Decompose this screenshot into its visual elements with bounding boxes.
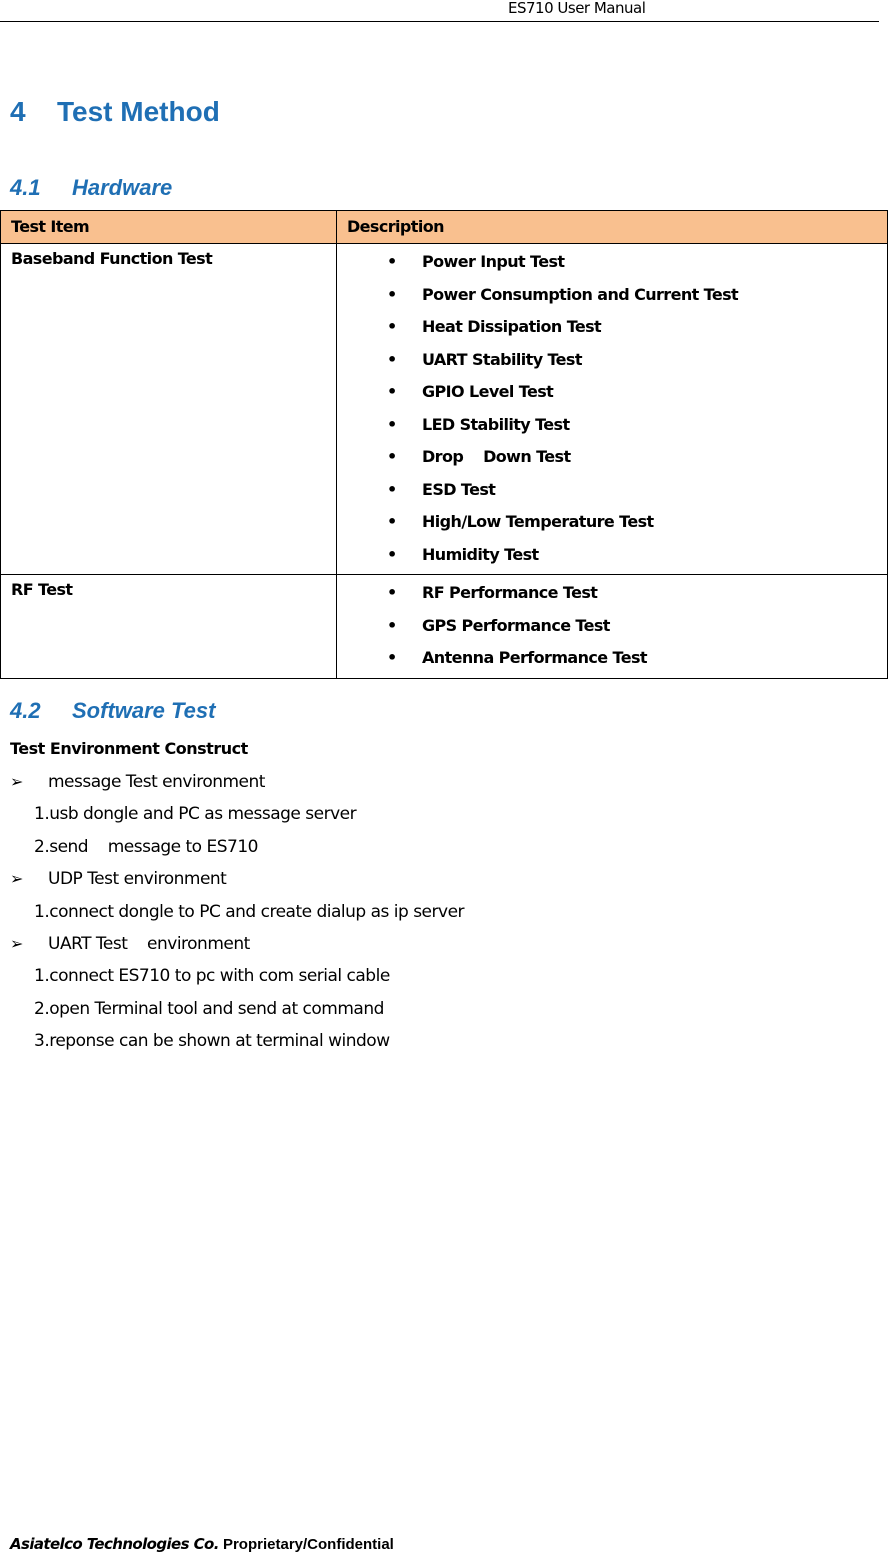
header-description: Description <box>337 211 888 244</box>
list-item <box>347 379 877 412</box>
test-name: Heat Dissipation Test <box>422 317 602 336</box>
list-item <box>347 314 877 347</box>
software-heading <box>10 698 215 724</box>
bullet-icon: • <box>387 382 397 401</box>
environment-item <box>10 930 464 962</box>
section-title: Test Method <box>57 96 220 127</box>
environment-step: 2.send message to ES710 <box>34 836 258 857</box>
header-test-item: Test Item <box>1 211 337 244</box>
bullet-icon: • <box>387 544 397 564</box>
software-title: Software Test <box>72 698 216 723</box>
table-header-row <box>1 211 888 244</box>
footer-note: Proprietary/Confidential <box>218 1536 394 1553</box>
environment-step: 1.connect ES710 to pc with com serial cable <box>34 966 390 987</box>
environment-step: 3.reponse can be shown at terminal window <box>34 1031 390 1052</box>
list-item <box>347 444 877 477</box>
list-item <box>347 477 877 510</box>
software-test-content <box>10 736 464 1060</box>
bullet-icon: • <box>387 284 397 304</box>
list-item <box>347 412 877 445</box>
bullet-icon: • <box>387 615 397 635</box>
bullet-icon: • <box>387 479 397 499</box>
arrow-bullet-icon: ➢ <box>10 869 23 889</box>
list-item <box>347 249 877 282</box>
arrow-bullet-icon: ➢ <box>10 772 23 791</box>
bullet-icon: • <box>387 317 397 336</box>
section-number: 4 <box>10 96 26 127</box>
test-name: Antenna Performance Test <box>422 648 647 667</box>
rf-test-list <box>347 580 877 678</box>
hardware-test-table <box>0 210 888 679</box>
test-name: Humidity Test <box>422 544 539 564</box>
list-item <box>347 509 877 542</box>
table-row <box>1 244 888 575</box>
environment-item <box>10 865 464 897</box>
list-item <box>347 282 877 315</box>
construct-title: Test Environment Construct <box>10 739 248 758</box>
list-item <box>347 542 877 575</box>
environment-step: 1.connect dongle to PC and create dialup as ip server <box>34 901 465 922</box>
bullet-icon: • <box>387 414 397 434</box>
environment-item <box>10 768 464 800</box>
software-number: 4.2 <box>10 698 41 723</box>
test-name: LED Stability Test <box>422 414 570 434</box>
arrow-bullet-icon: ➢ <box>10 933 23 953</box>
list-item <box>347 580 877 613</box>
bullet-icon: • <box>387 583 397 602</box>
header-title: ES710 User Manual <box>508 0 646 17</box>
row-baseband-description <box>337 244 888 575</box>
bullet-icon: • <box>387 512 397 531</box>
environment-name: UDP Test environment <box>48 869 227 890</box>
page-footer <box>10 1535 394 1553</box>
environment-name: message Test environment <box>48 772 265 792</box>
hardware-heading <box>10 175 172 201</box>
list-item <box>347 613 877 646</box>
section-heading <box>10 96 220 128</box>
test-name: UART Stability Test <box>422 349 582 369</box>
test-name: RF Performance Test <box>422 583 598 602</box>
test-name: High/Low Temperature Test <box>422 512 654 531</box>
table-row <box>1 575 888 679</box>
environment-step: 1.usb dongle and PC as message server <box>34 804 357 825</box>
list-item <box>347 347 877 380</box>
bullet-icon: • <box>387 648 397 667</box>
footer-company: Asiatelco Technologies Co. <box>10 1535 219 1553</box>
hardware-title: Hardware <box>72 175 173 200</box>
row-rf-item: RF Test <box>1 575 337 679</box>
page-header <box>0 0 879 22</box>
row-rf-description <box>337 575 888 679</box>
test-name: Power Consumption and Current Test <box>422 284 739 304</box>
test-name: GPIO Level Test <box>422 382 554 401</box>
bullet-icon: • <box>387 447 397 466</box>
bullet-icon: • <box>387 349 397 369</box>
baseband-test-list <box>347 249 877 574</box>
environment-name: UART Test environment <box>48 933 250 954</box>
environment-step: 2.open Terminal tool and send at command <box>34 998 384 1019</box>
list-item <box>347 645 877 678</box>
test-name: ESD Test <box>422 479 496 499</box>
test-name: Drop Down Test <box>422 447 571 466</box>
hardware-number: 4.1 <box>10 175 41 200</box>
bullet-icon: • <box>387 252 397 271</box>
test-name: Power Input Test <box>422 252 565 271</box>
row-baseband-item: Baseband Function Test <box>1 244 337 575</box>
test-name: GPS Performance Test <box>422 615 610 635</box>
